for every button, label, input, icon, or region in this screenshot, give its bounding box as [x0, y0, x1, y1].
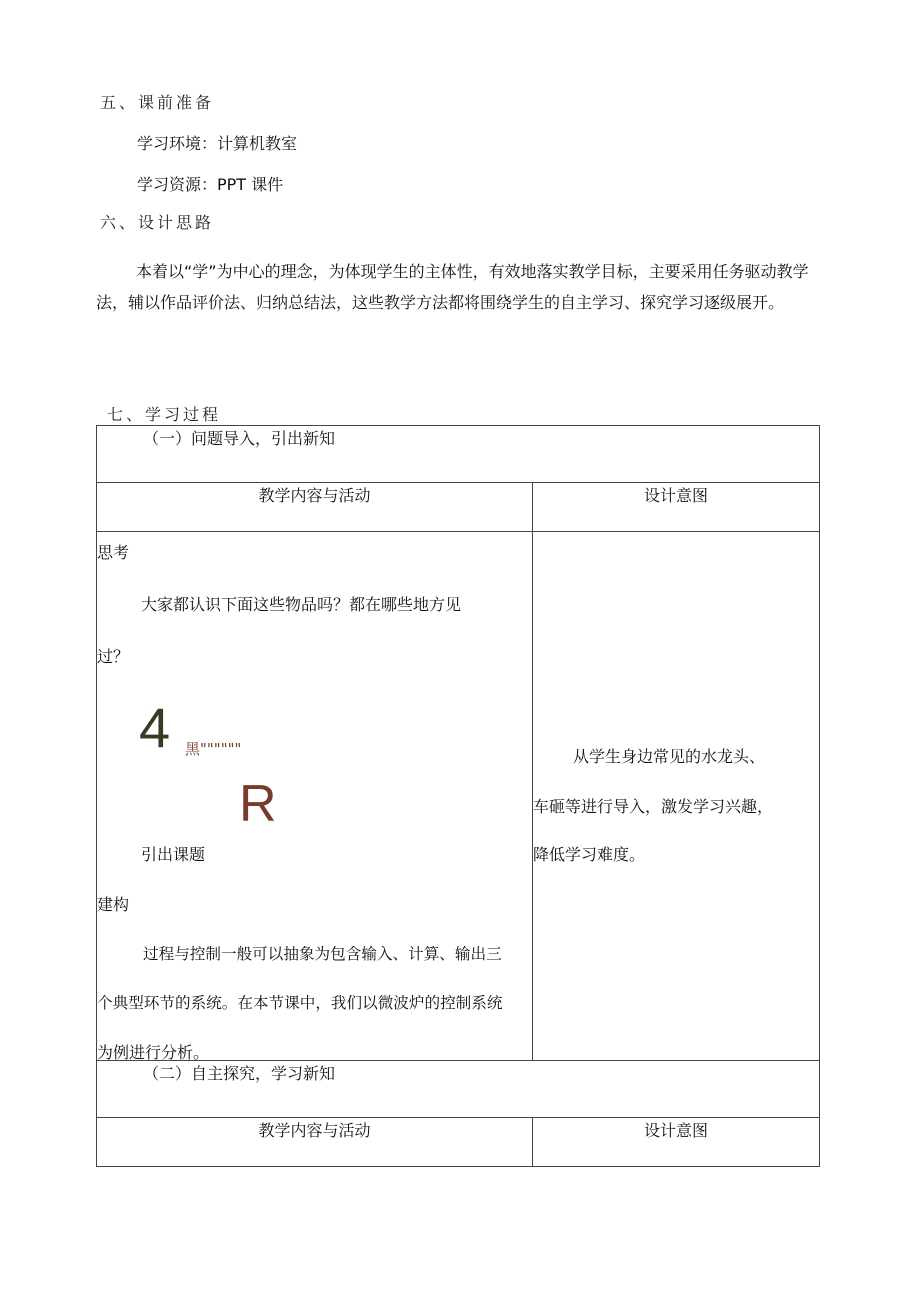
intent-line1: 从学生身边常见的水龙头、	[573, 747, 766, 766]
part1-body-row	[97, 532, 820, 1061]
section6-title: 六、设计思路	[100, 213, 215, 232]
part2-title-row	[97, 1061, 820, 1118]
construct-line2: 个典型环节的系统。在本节课中，我们以微波炉的控制系统	[97, 994, 503, 1012]
intent-line2: 车砸等进行导入，激发学习兴趣，	[533, 797, 774, 816]
think-label: 思考	[97, 543, 130, 562]
part2-header-row	[97, 1118, 820, 1167]
part1-header-row	[97, 483, 820, 532]
lead-topic: 引出课题	[141, 845, 206, 864]
question-line1: 大家都认识下面这些物品吗？都在哪些地方见	[141, 595, 462, 614]
part1-content-cell	[97, 532, 533, 1061]
part2-col-intent-header: 设计意图	[533, 1118, 820, 1167]
learning-environment: 学习环境：计算机教室	[137, 134, 298, 153]
figure-glyph-4: 4	[139, 696, 171, 759]
part1-title: （一）问题导入，引出新知	[97, 426, 820, 483]
section7-title: 七、学习过程	[107, 405, 222, 424]
learning-process-table	[96, 425, 820, 1167]
part1-col-content-header: 教学内容与活动	[97, 483, 533, 532]
intent-line3: 降低学习难度。	[533, 845, 646, 864]
part2-col-content-header: 教学内容与活动	[97, 1118, 533, 1167]
part1-col-intent-header: 设计意图	[533, 483, 820, 532]
learning-resource: 学习资源：PPT 课件	[137, 175, 284, 194]
construct-line3: 为例进行分析。	[97, 1043, 210, 1062]
construct-line1: 过程与控制一般可以抽象为包含输入、计算、输出三	[143, 945, 502, 963]
part2-title: （二）自主探究，学习新知	[97, 1061, 820, 1118]
question-line2: 过？	[97, 647, 130, 666]
construct-label: 建构	[97, 895, 130, 914]
section5-title: 五、课前准备	[100, 93, 215, 112]
figure-glyph-r: R	[239, 775, 277, 833]
part1-title-row	[97, 426, 820, 483]
part1-intent-cell	[533, 532, 820, 1061]
design-idea-paragraph: 本着以“学”为中心的理念，为体现学生的主体性，有效地落实教学目标，主要采用任务驱动教学法，辅以作品评价法、归纳总结法，这些教学方法都将围绕学生的自主学习、探究学习逐级展开。	[96, 262, 809, 312]
figure-glyph-hei: 黑""""""	[185, 740, 242, 758]
